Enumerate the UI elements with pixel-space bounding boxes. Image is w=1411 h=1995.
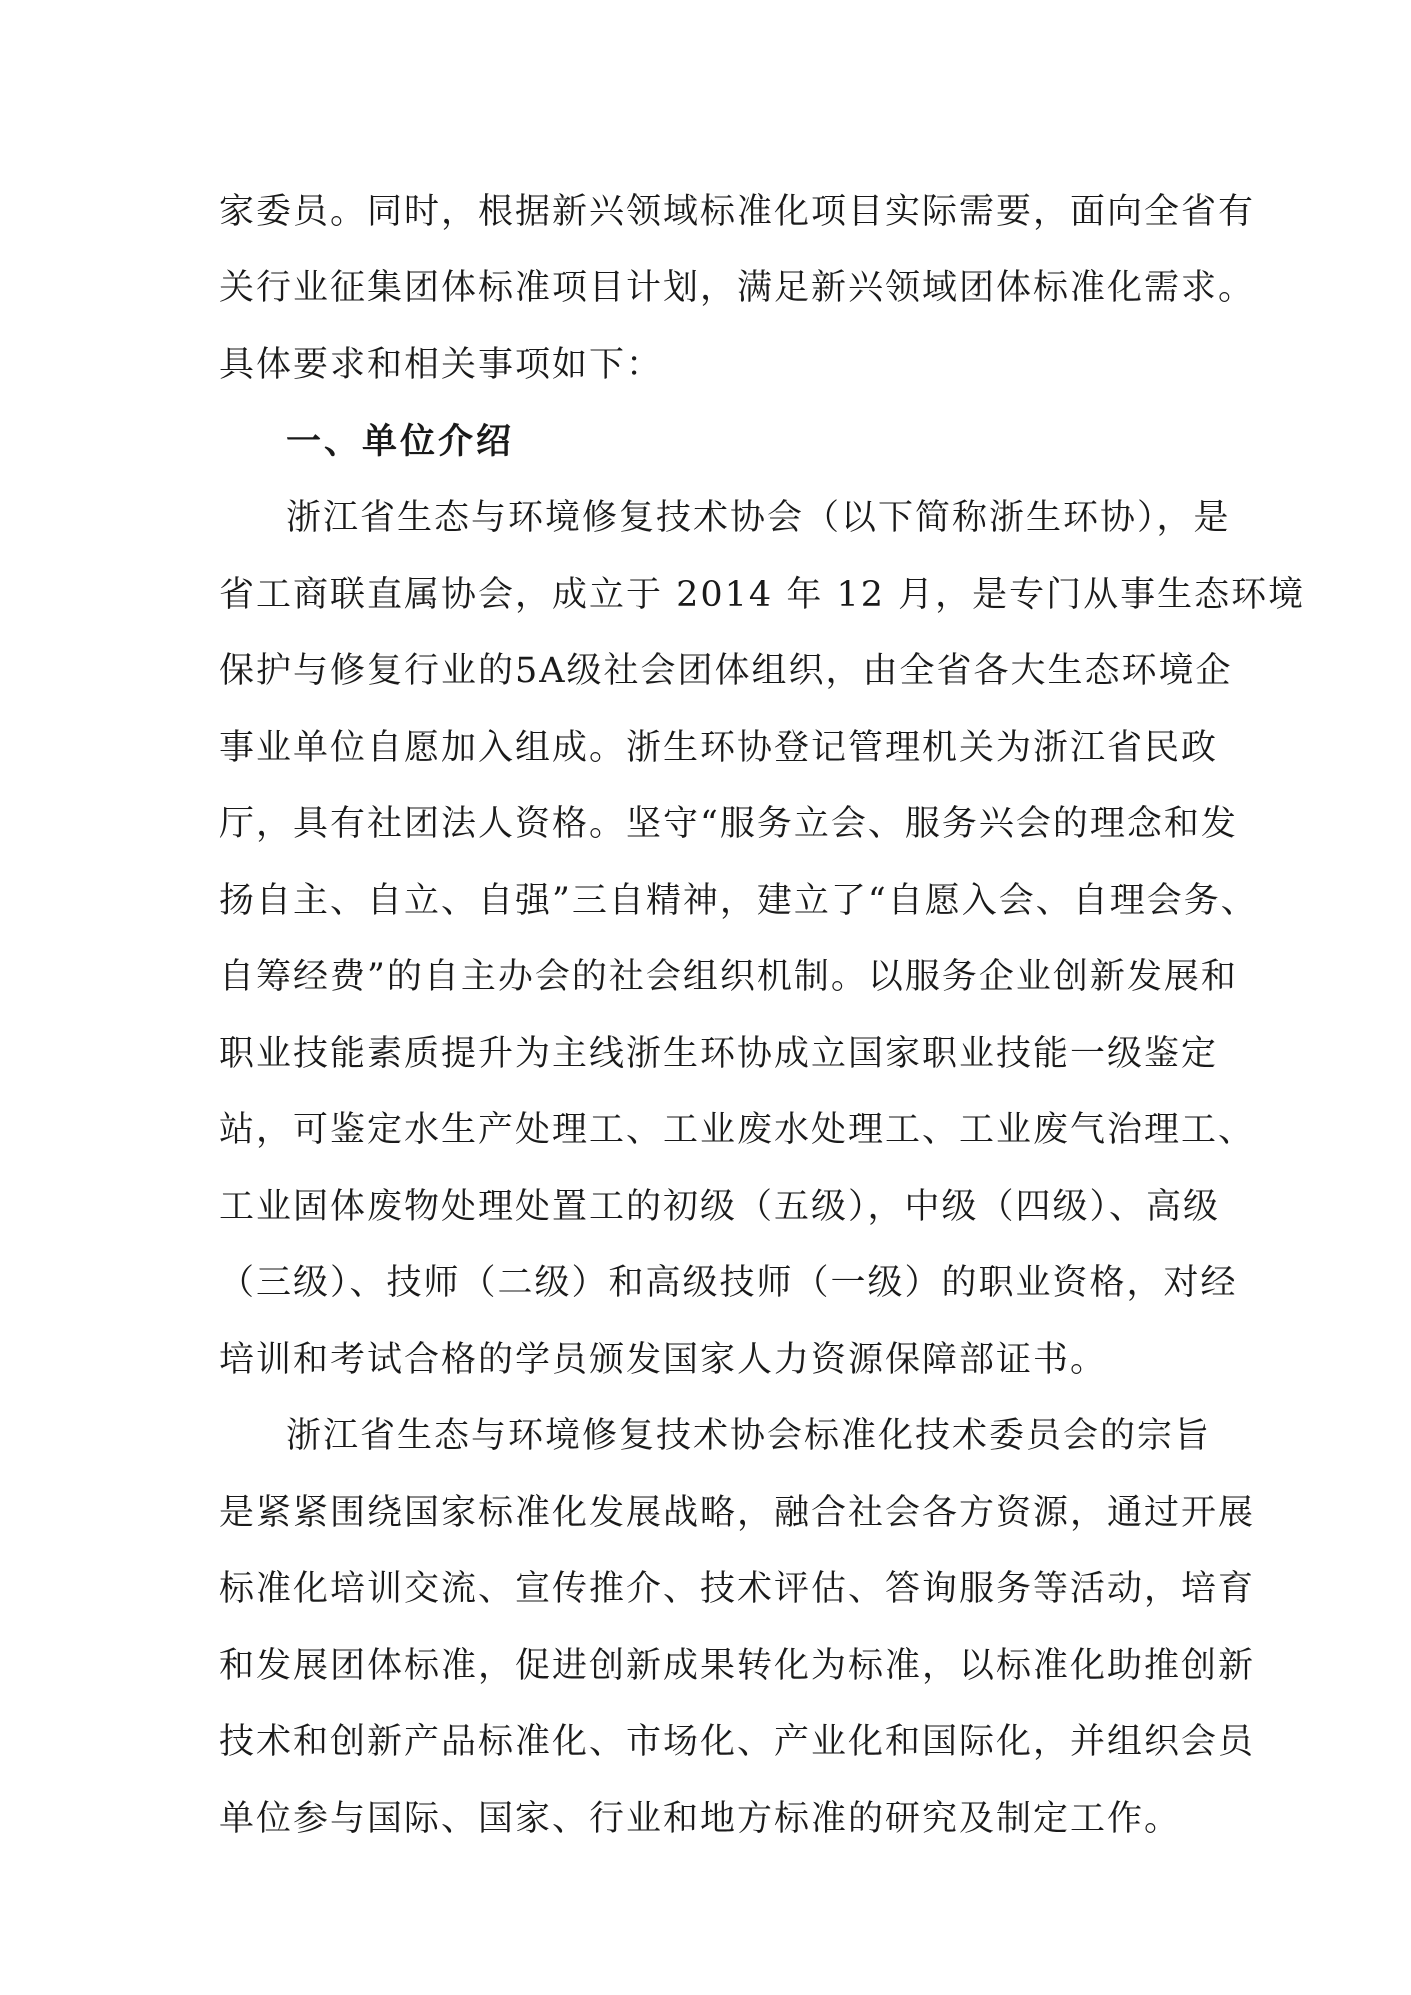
paragraph1-line-3: 保护与修复行业的5A级社会团体组织，由全省各大生态环境企 bbox=[219, 651, 1233, 691]
paragraph1-line-11: （三级）、技师（二级）和高级技师（一级）的职业资格，对经 bbox=[219, 1263, 1238, 1303]
paragraph1-line-5: 厅，具有社团法人资格。坚守“服务立会、服务兴会的理念和发 bbox=[219, 804, 1238, 844]
intro-line-2: 关行业征集团体标准项目计划，满足新兴领域团体标准化需求。 bbox=[219, 268, 1256, 308]
paragraph1-line-2: 省工商联直属协会，成立于 2014 年 12 月，是专门从事生态环境 bbox=[219, 575, 1306, 615]
paragraph1-line-8: 职业技能素质提升为主线浙生环协成立国家职业技能一级鉴定 bbox=[219, 1034, 1219, 1074]
paragraph1-line-7: 自筹经费”的自主办会的社会组织机制。以服务企业创新发展和 bbox=[219, 957, 1238, 997]
paragraph1-line-4: 事业单位自愿加入组成。浙生环协登记管理机关为浙江省民政 bbox=[219, 728, 1219, 768]
intro-line-1: 家委员。同时，根据新兴领域标准化项目实际需要，面向全省有 bbox=[219, 192, 1256, 232]
paragraph1-line-10: 工业固体废物处理处置工的初级（五级），中级（四级）、高级 bbox=[219, 1187, 1221, 1227]
paragraph2-line-4: 和发展团体标准，促进创新成果转化为标准，以标准化助推创新 bbox=[219, 1646, 1256, 1686]
paragraph2-line-5: 技术和创新产品标准化、市场化、产业化和国际化，并组织会员 bbox=[219, 1722, 1256, 1762]
paragraph2-line-3: 标准化培训交流、宣传推介、技术评估、答询服务等活动，培育 bbox=[219, 1569, 1256, 1609]
paragraph2-line-6: 单位参与国际、国家、行业和地方标准的研究及制定工作。 bbox=[219, 1799, 1182, 1839]
paragraph2-line-2: 是紧紧围绕国家标准化发展战略，融合社会各方资源，通过开展 bbox=[219, 1493, 1256, 1533]
intro-line-3: 具体要求和相关事项如下： bbox=[219, 345, 664, 385]
paragraph1-line-9: 站，可鉴定水生产处理工、工业废水处理工、工业废气治理工、 bbox=[219, 1110, 1256, 1150]
section-heading: 一、单位介绍 bbox=[286, 422, 515, 462]
paragraph1-line-1: 浙江省生态与环境修复技术协会（以下简称浙生环协），是 bbox=[286, 498, 1231, 538]
paragraph2-line-1: 浙江省生态与环境修复技术协会标准化技术委员会的宗旨 bbox=[286, 1416, 1212, 1456]
paragraph1-line-12: 培训和考试合格的学员颁发国家人力资源保障部证书。 bbox=[219, 1340, 1108, 1380]
paragraph1-line-6: 扬自主、自立、自强”三自精神，建立了“自愿入会、自理会务、 bbox=[219, 881, 1258, 921]
